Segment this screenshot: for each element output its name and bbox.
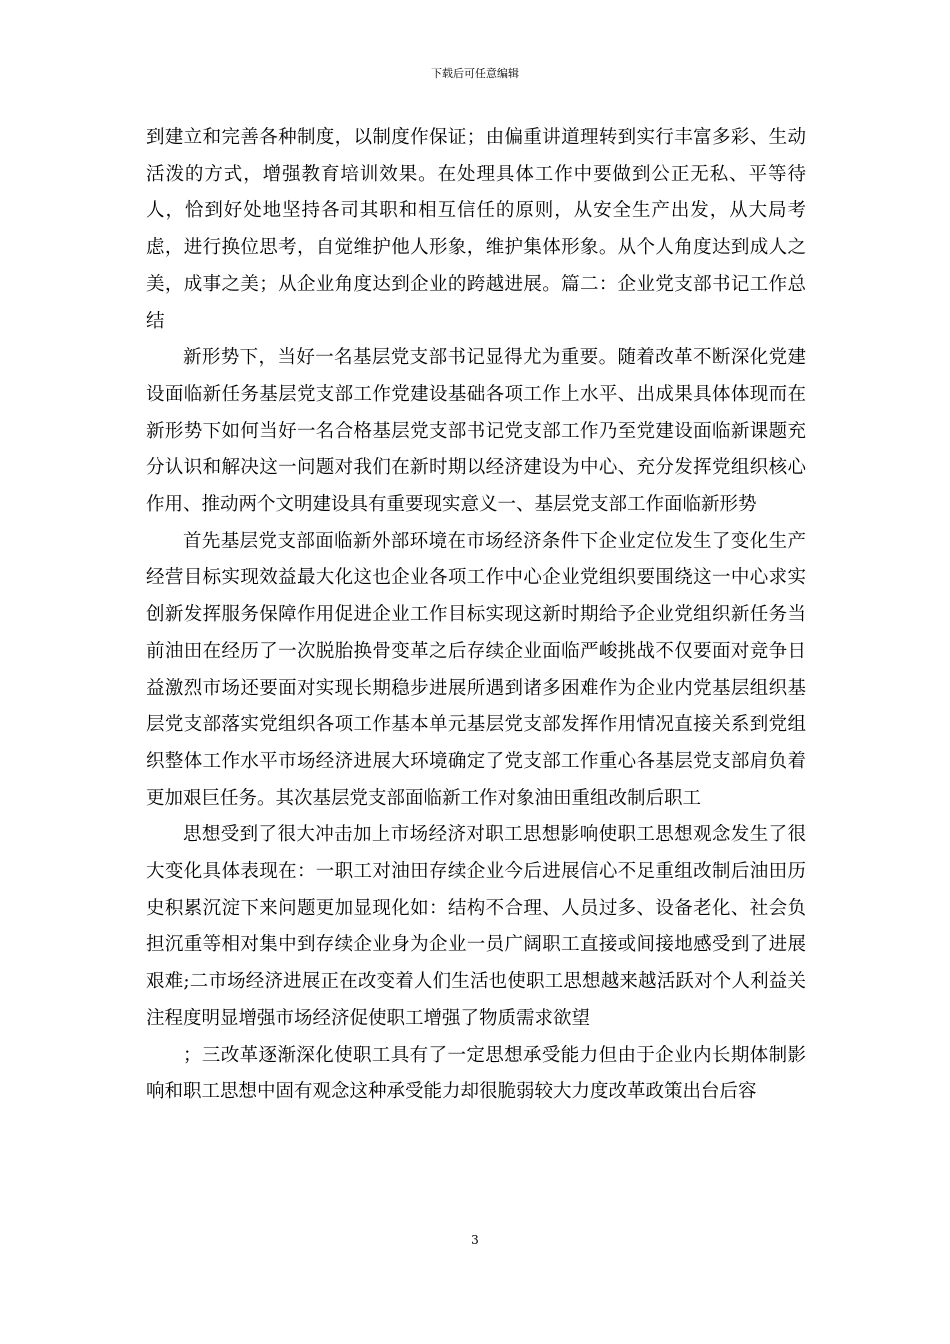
page-header: 下载后可任意编辑 [431,67,519,80]
document-body [146,120,806,1111]
paragraph-5: ；三改革逐渐深化使职工具有了一定思想承受能力但由于企业内长期体制影响和职工思想中固有观念这种承受能力却很脆弱较大力度改革政策出台后容 [146,1044,806,1103]
paragraph-4: 思想受到了很大冲击加上市场经济对职工思想影响使职工思想观念发生了很大变化具体表现在：一职工对油田存续企业今后进展信心不足重组改制后油田历史积累沉淀下来问题更加显现化如：结构不合理、人员过多、设备老化、社会负担沉重等相对集中到存续企业身为企业一员广阔职工直接或间接地感受到了进展艰难;二市场经济进展正在改变着人们生活也使职工思想越来越活跃对个人利益关注程度明显增强市场经济促使职工增强了物质需求欲望 [146,824,806,1029]
paragraph-1: 到建立和完善各种制度，以制度作保证；由偏重讲道理转到实行丰富多彩、生动活泼的方式，增强教育培训效果。在处理具体工作中要做到公正无私、平等待人，恰到好处地坚持各司其职和相互信任的原则，从安全生产出发，从大局考虑，进行换位思考，自觉维护他人形象，维护集体形象。从个人角度达到成人之美，成事之美；从企业角度达到企业的跨越进展。篇二：企业党支部书记工作总结 [146,127,806,332]
paragraph-3: 首先基层党支部面临新外部环境在市场经济条件下企业定位发生了变化生产经营目标实现效益最大化这也企业各项工作中心企业党组织要围绕这一中心求实创新发挥服务保障作用促进企业工作目标实现这新时期给予企业党组织新任务当前油田在经历了一次脱胎换骨变革之后存续企业面临严峻挑战不仅要面对竞争日益激烈市场还要面对实现长期稳步进展所遇到诸多困难作为企业内党基层组织基层党支部落实党组织各项工作基本单元基层党支部发挥作用情况直接关系到党组织整体工作水平市场经济进展大环境确定了党支部工作重心各基层党支部肩负着更加艰巨任务。其次基层党支部面临新工作对象油田重组改制后职工 [146,530,806,809]
paragraph-2: 新形势下，当好一名基层党支部书记显得尤为重要。随着改革不断深化党建设面临新任务基层党支部工作党建设基础各项工作上水平、出成果具体体现而在新形势下如何当好一名合格基层党支部书记党支部工作乃至党建设面临新课题充分认识和解决这一问题对我们在新时期以经济建设为中心、充分发挥党组织核心作用、推动两个文明建设具有重要现实意义一、基层党支部工作面临新形势 [146,347,806,516]
page-number: 3 [471,1233,479,1247]
